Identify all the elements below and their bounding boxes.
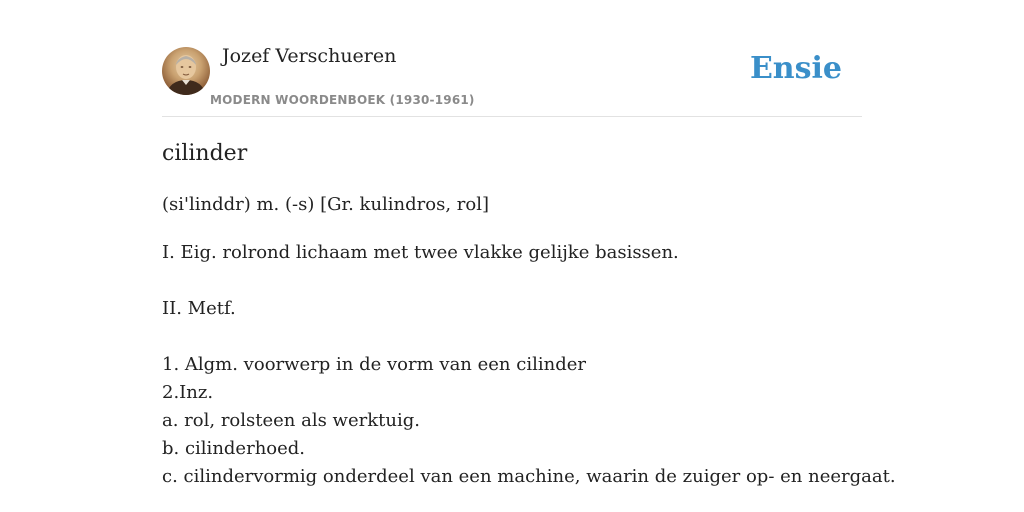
entry-etymology: (si'linddr) m. (-s) [Gr. kulindros, rol] bbox=[162, 194, 490, 215]
definition-line: II. Metf. bbox=[162, 298, 236, 319]
entry-definition bbox=[162, 239, 896, 491]
definition-line: c. cilindervormig onderdeel van een machine, waarin de zuiger op- en neergaat. bbox=[162, 466, 896, 487]
definition-line: I. Eig. rolrond lichaam met twee vlakke gelijke basissen. bbox=[162, 242, 679, 263]
definition-line: b. cilinderhoed. bbox=[162, 438, 306, 459]
portrait-image bbox=[162, 47, 210, 95]
definition-blank-line bbox=[162, 323, 862, 351]
source-label[interactable]: MODERN WOORDENBOEK (1930-1961) bbox=[210, 93, 475, 107]
author-name[interactable]: Jozef Verschueren bbox=[222, 45, 397, 67]
header bbox=[162, 0, 862, 117]
definition-line: 1. Algm. voorwerp in de vorm van een cilinder bbox=[162, 354, 586, 375]
definition-line: a. rol, rolsteen als werktuig. bbox=[162, 410, 420, 431]
ensie-logo[interactable]: Ensie bbox=[749, 51, 842, 86]
definition-line: 2.Inz. bbox=[162, 382, 214, 403]
definition-blank-line bbox=[162, 267, 862, 295]
entry-headword: cilinder bbox=[162, 141, 248, 166]
author-avatar[interactable] bbox=[162, 47, 210, 95]
